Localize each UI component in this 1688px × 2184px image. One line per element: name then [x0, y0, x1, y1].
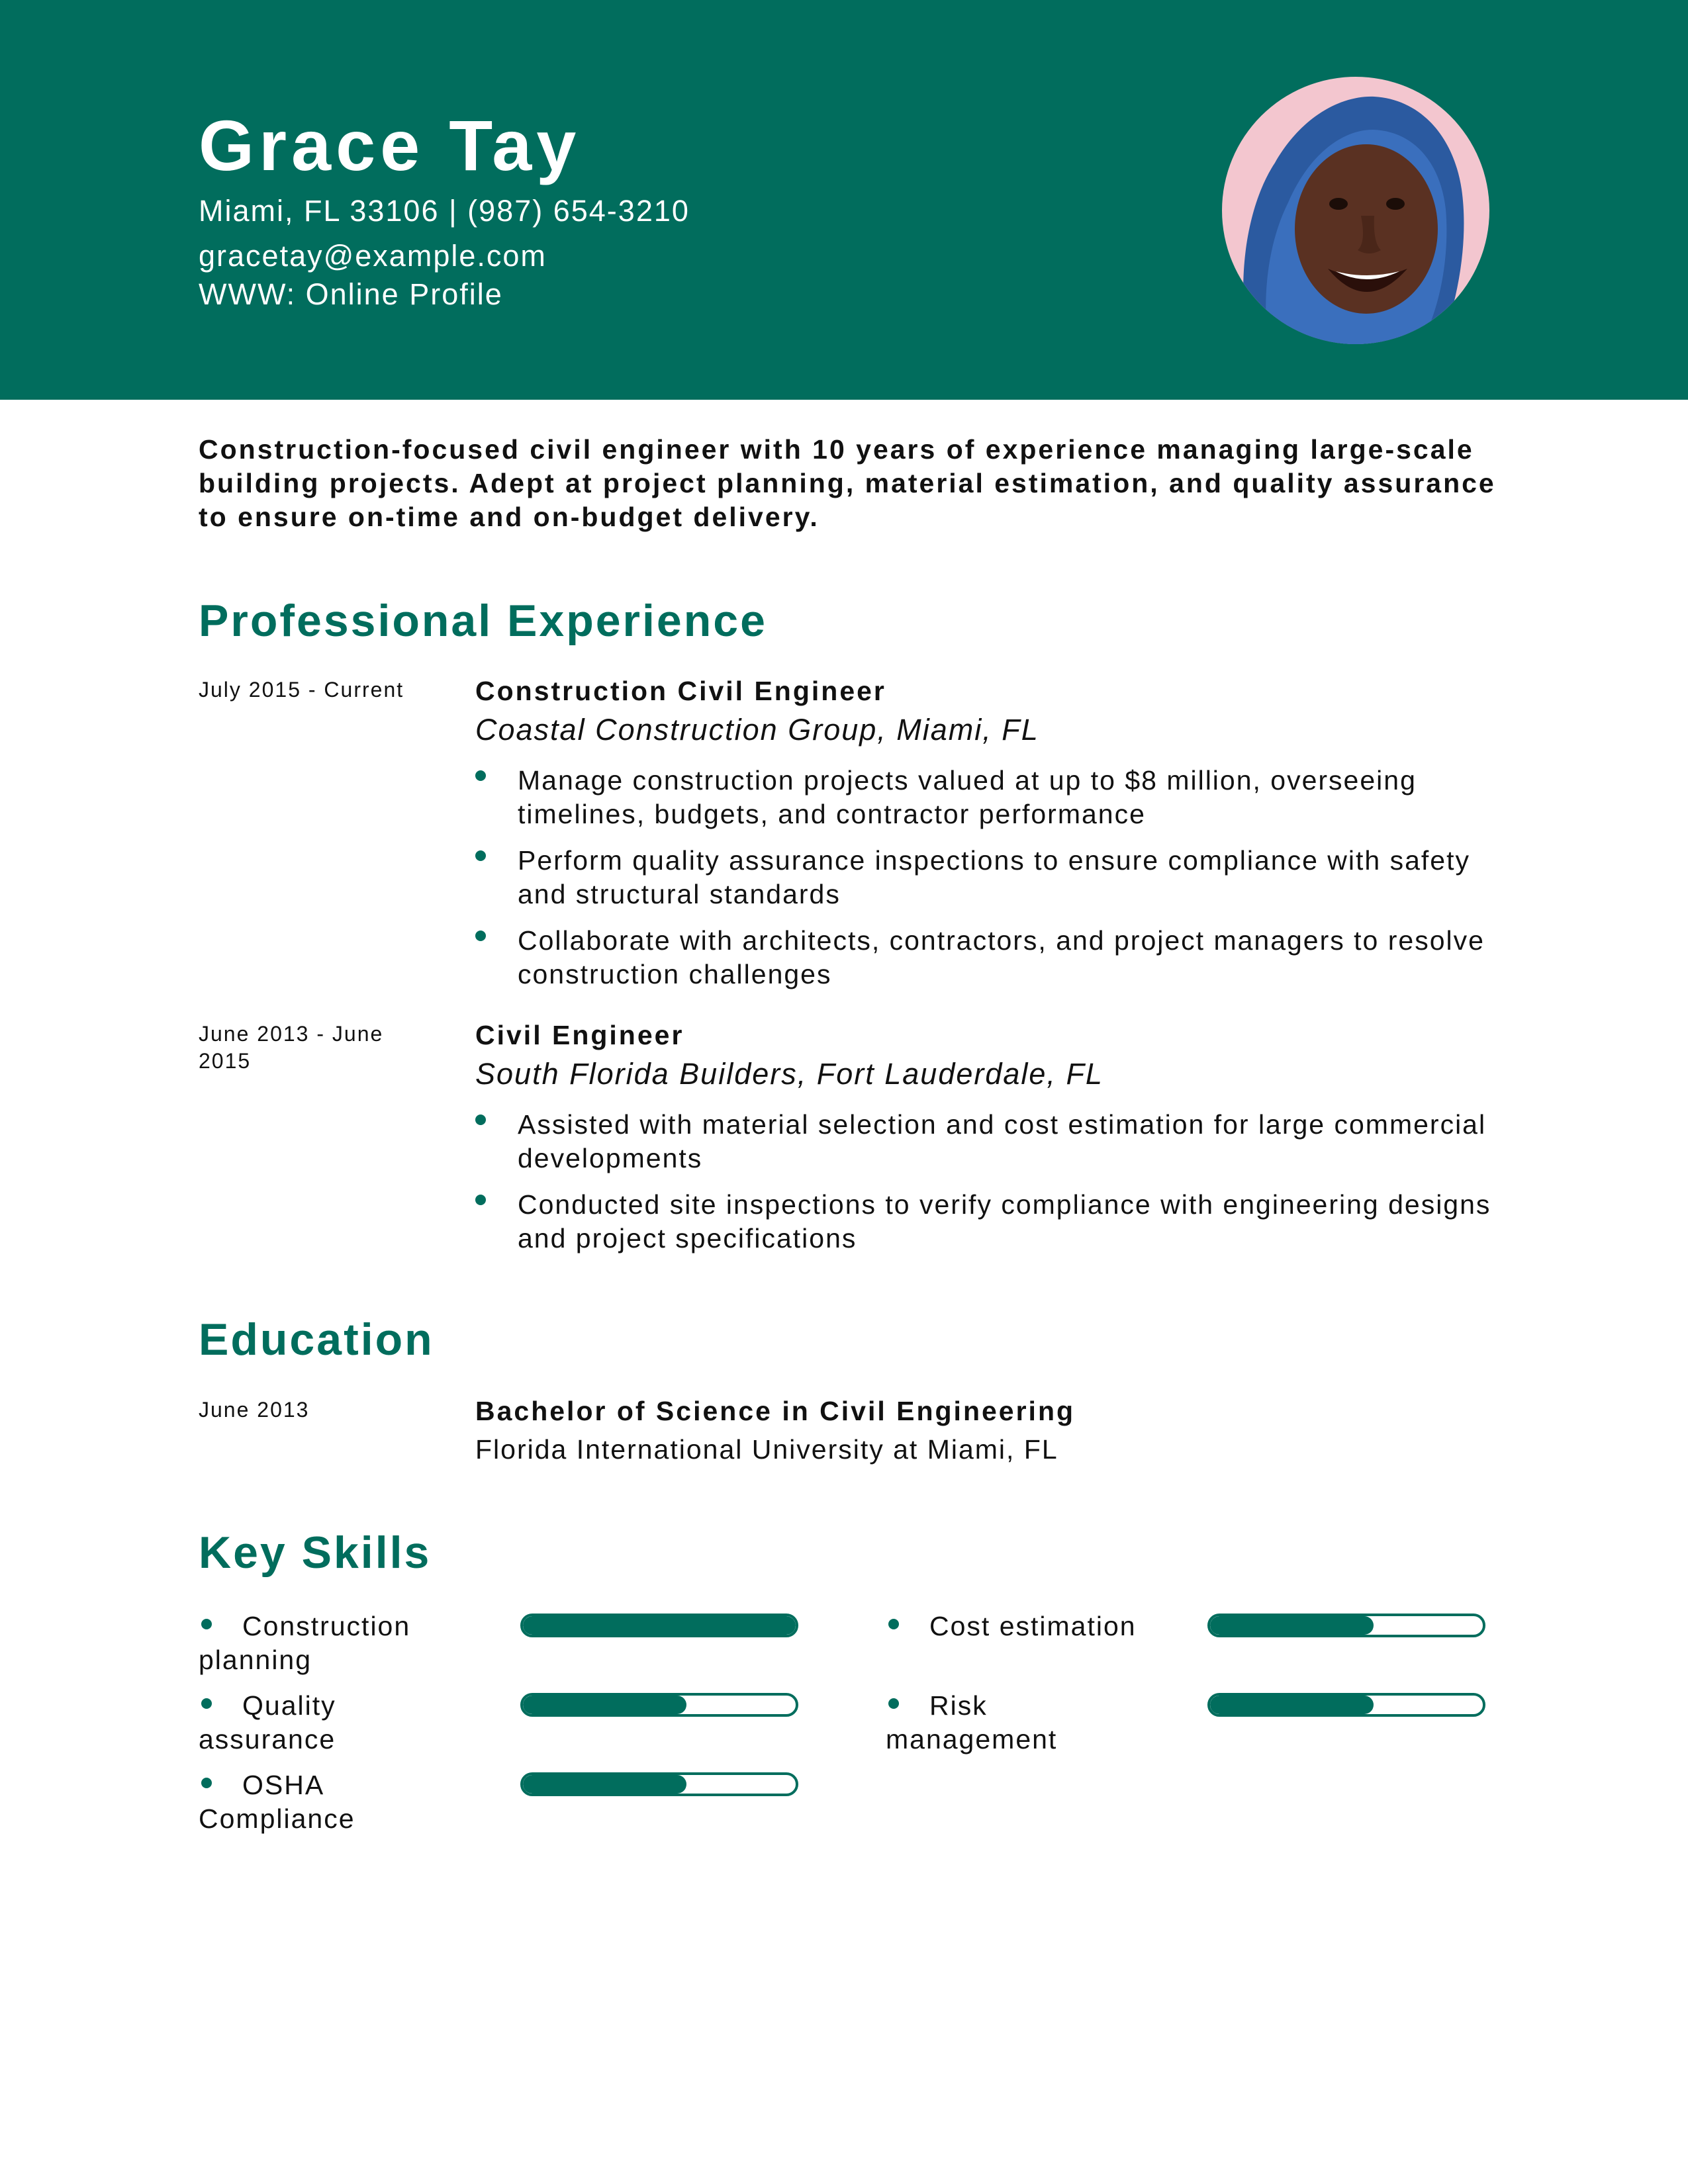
skill-level-bar: [1207, 1614, 1485, 1637]
job-bullet-text: Assisted with material selection and cost estimation for large commercial developments: [518, 1109, 1487, 1173]
skill-name: Construction planning: [199, 1611, 411, 1675]
skill-item: [199, 1768, 861, 1848]
skill-name: Risk management: [886, 1690, 1058, 1754]
job-bullet-text: Collaborate with architects, contractors, and project managers to resolve construction challenges: [518, 925, 1485, 989]
skill-name: Quality assurance: [199, 1690, 336, 1754]
skill-level-fill: [1210, 1616, 1374, 1635]
bullet-dot-icon: [475, 850, 486, 861]
education-degree: Bachelor of Science in Civil Engineering: [475, 1396, 1076, 1426]
skill-level-fill: [1210, 1696, 1374, 1714]
job-bullet-text: Conducted site inspections to verify compliance with engineering designs and project specifications: [518, 1189, 1491, 1253]
section-title-skills: Key Skills: [199, 1527, 432, 1578]
education-date: June 2013: [199, 1398, 310, 1422]
website-link[interactable]: WWW: Online Profile: [199, 277, 503, 311]
education-school: Florida International University at Miami, FL: [475, 1434, 1058, 1465]
skill-item: [199, 1689, 861, 1768]
location-phone: Miami, FL 33106 | (987) 654-3210: [199, 194, 690, 228]
bullet-dot-icon: [475, 1195, 486, 1205]
email-link[interactable]: gracetay@example.com: [199, 239, 547, 273]
bullet-dot-icon: [475, 931, 486, 941]
skill-level-fill: [523, 1616, 796, 1635]
skill-item: [199, 1610, 861, 1689]
skill-level-fill: [523, 1775, 686, 1794]
skill-item: [886, 1689, 1548, 1768]
profile-photo: [1222, 77, 1489, 344]
skill-level-bar: [1207, 1693, 1485, 1717]
job-bullet-text: Perform quality assurance inspections to ensure compliance with safety and structural standards: [518, 845, 1470, 909]
job-bullet-text: Manage construction projects valued at up to $8 million, overseeing timelines, budgets, and contractor performance: [518, 765, 1417, 829]
section-title-education: Education: [199, 1314, 434, 1365]
skill-name: Cost estimation: [929, 1611, 1137, 1641]
bullet-dot-icon: [475, 770, 486, 781]
professional-summary: Construction-focused civil engineer with 10 years of experience managing large-scale building projects. Adept at project planning, material estimation, and quality assurance to ensure on-time and on-budget delivery.: [199, 434, 1496, 532]
job-title: Construction Civil Engineer: [475, 676, 886, 706]
job-company: South Florida Builders, Fort Lauderdale, FL: [475, 1057, 1103, 1091]
job-dates: July 2015 - Current: [199, 678, 404, 702]
portrait-illustration: [1222, 77, 1489, 344]
skill-name: OSHA Compliance: [199, 1770, 355, 1834]
candidate-name: Grace Tay: [199, 105, 581, 185]
header-band: [0, 0, 1688, 400]
job-title: Civil Engineer: [475, 1020, 684, 1050]
job-company: Coastal Construction Group, Miami, FL: [475, 713, 1039, 747]
section-title-experience: Professional Experience: [199, 596, 767, 646]
skill-level-bar: [520, 1693, 798, 1717]
skill-item: [886, 1610, 1548, 1689]
bullet-dot-icon: [475, 1115, 486, 1125]
job-dates: June 2013 - June 2015: [199, 1022, 384, 1073]
skill-level-fill: [523, 1696, 686, 1714]
skill-level-bar: [520, 1614, 798, 1637]
skill-level-bar: [520, 1772, 798, 1796]
